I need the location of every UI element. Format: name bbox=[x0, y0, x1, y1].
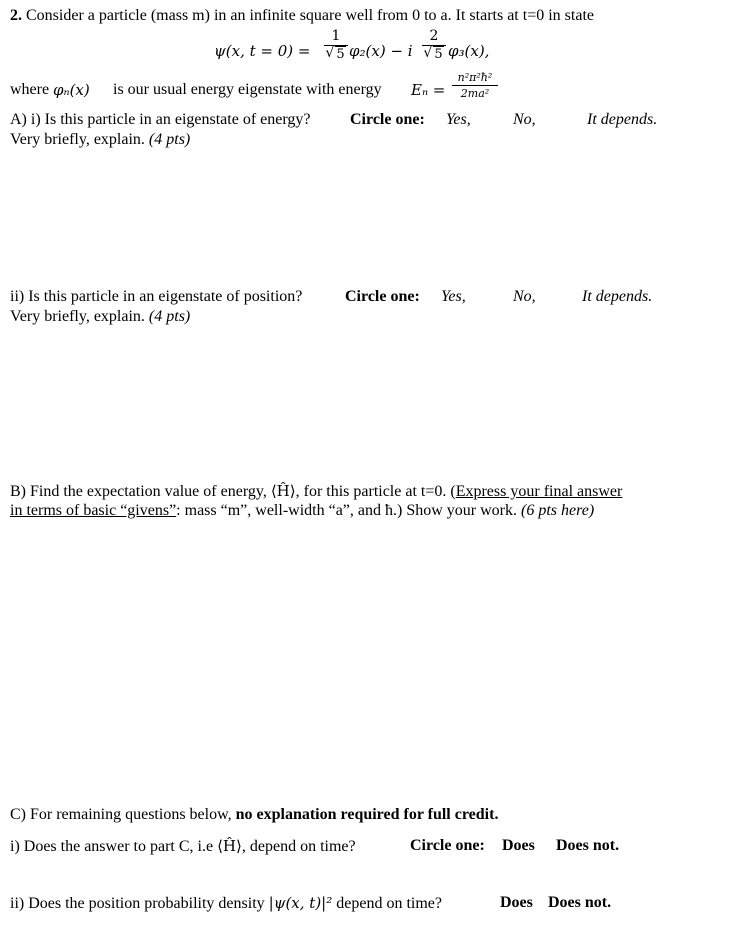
problem-header bbox=[10, 6, 594, 26]
part-b-points: (6 pts here) bbox=[520, 502, 595, 519]
part-a-i-option-no[interactable]: No, bbox=[513, 111, 536, 128]
part-b-underlined-2: in terms of basic “givens” bbox=[10, 502, 177, 519]
part-c-i-question bbox=[10, 836, 356, 857]
part-b-underlined-1: Express your final answer bbox=[455, 483, 623, 500]
part-b-h-expectation: ⟨Ĥ⟩ bbox=[270, 482, 296, 500]
phi-n: φₙ(x) bbox=[53, 81, 90, 99]
fraction-2-over-root5 bbox=[422, 28, 446, 62]
part-a-i-points: (4 pts) bbox=[148, 131, 191, 148]
part-a-ii-explain-line bbox=[10, 307, 190, 327]
part-c-i-text: i) Does the answer to part C, i.e bbox=[10, 838, 214, 855]
fraction-2-denominator: 5 bbox=[434, 47, 443, 62]
where-middle-text: is our usual energy eigenstate with energy bbox=[113, 81, 382, 98]
fraction-2-numerator: 2 bbox=[429, 28, 439, 44]
part-b-mid: , for this particle at t=0. ( bbox=[295, 483, 456, 500]
energy-numerator: n²π²ħ² bbox=[457, 71, 493, 84]
part-c-lead: C) For remaining questions below, bbox=[10, 806, 232, 823]
part-a-i-option-yes[interactable]: Yes, bbox=[446, 111, 471, 128]
problem-number: 2. bbox=[10, 7, 22, 24]
part-b-rest: : mass “m”, well-width “a”, and ħ.) Show your work. bbox=[176, 502, 517, 519]
part-c-ii-option-does[interactable]: Does bbox=[500, 894, 533, 911]
part-a-ii-circle-label: Circle one: bbox=[345, 288, 420, 305]
part-a-ii-option-depends[interactable]: It depends. bbox=[582, 288, 653, 305]
energy-fraction bbox=[452, 71, 498, 100]
part-c-ii-option-does-not[interactable]: Does not. bbox=[548, 894, 612, 911]
part-a-ii-option-yes[interactable]: Yes, bbox=[441, 288, 466, 305]
fraction-1-denominator: 5 bbox=[336, 47, 345, 62]
part-c-bold: no explanation required for full credit. bbox=[235, 806, 499, 823]
part-b-line-1 bbox=[10, 481, 622, 502]
part-a-i-circle-label: Circle one: bbox=[350, 111, 425, 128]
energy-En: Eₙ = bbox=[411, 81, 446, 99]
term-phi2: φ₂(x) − i bbox=[349, 42, 413, 60]
part-c-i-option-does[interactable]: Does bbox=[502, 837, 535, 854]
part-c-ii-question bbox=[10, 893, 442, 914]
part-c-intro bbox=[10, 805, 498, 825]
part-a-ii-points: (4 pts) bbox=[148, 308, 191, 325]
part-a-i-question: A) i) Is this particle in an eigenstate of energy? bbox=[10, 111, 311, 128]
part-a-i-explain-line bbox=[10, 130, 190, 150]
energy-denominator: 2ma² bbox=[460, 87, 490, 100]
part-a-i-explain: Very briefly, explain. bbox=[10, 131, 145, 148]
fraction-1-over-root5 bbox=[324, 28, 348, 62]
part-c-ii-text: ii) Does the position probability density bbox=[10, 895, 265, 912]
part-c-ii-rest: depend on time? bbox=[336, 895, 443, 912]
part-a-ii-question: ii) Is this particle in an eigenstate of position? bbox=[10, 288, 303, 305]
part-b-lead: B) Find the expectation value of energy, bbox=[10, 483, 267, 500]
part-a-i-option-depends[interactable]: It depends. bbox=[587, 111, 658, 128]
part-b-line-2 bbox=[10, 501, 594, 521]
fraction-1-numerator: 1 bbox=[331, 28, 341, 44]
part-a-ii-explain: Very briefly, explain. bbox=[10, 308, 145, 325]
psi-lhs: ψ(x, t = 0) = bbox=[214, 42, 311, 60]
part-a-ii-option-no[interactable]: No, bbox=[513, 288, 536, 305]
part-c-i-circle-label: Circle one: bbox=[410, 837, 485, 854]
problem-intro: Consider a particle (mass m) in an infinite square well from 0 to a. It starts at t=0 in state bbox=[26, 7, 594, 24]
term-phi3: φ₃(x), bbox=[448, 42, 490, 60]
part-c-i-h-expectation: ⟨Ĥ⟩ bbox=[217, 837, 242, 855]
part-c-i-rest: , depend on time? bbox=[241, 838, 356, 855]
part-c-ii-psi-density: |ψ(x, t)|² bbox=[268, 894, 333, 912]
where-word: where bbox=[10, 81, 50, 98]
part-c-i-option-does-not[interactable]: Does not. bbox=[556, 837, 620, 854]
